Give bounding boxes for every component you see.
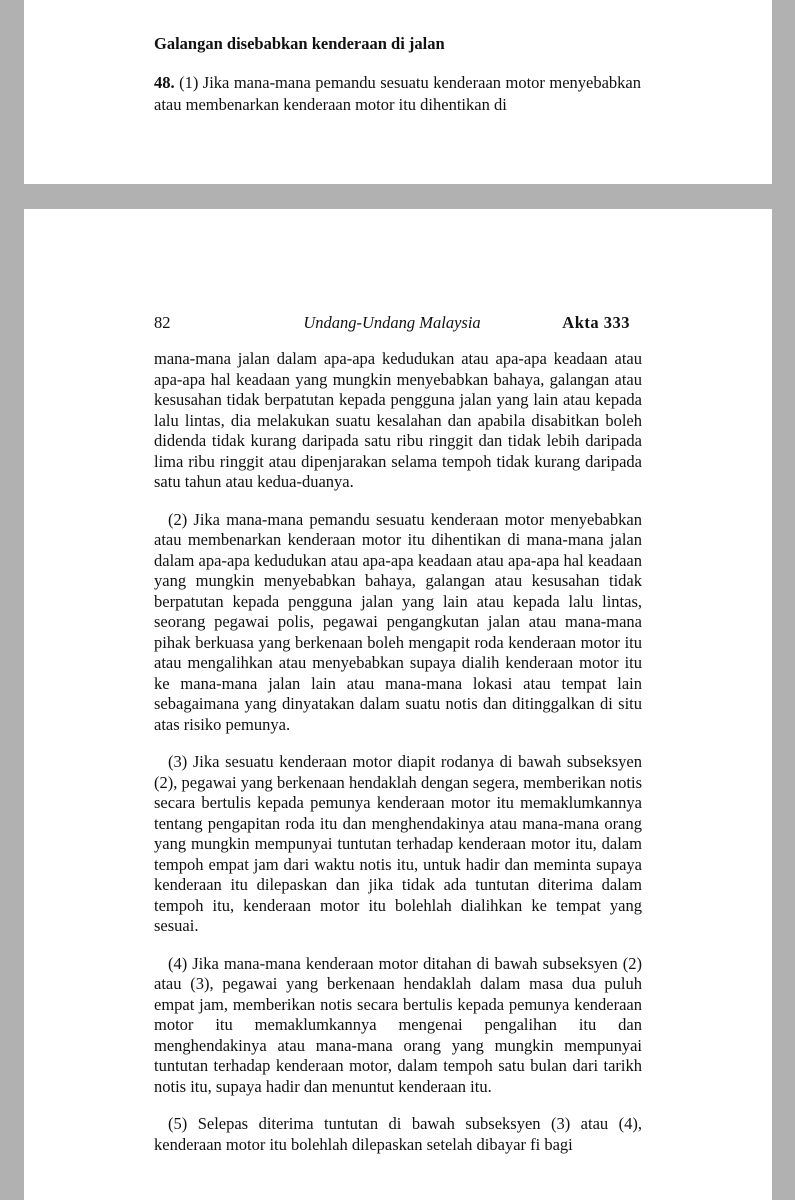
page-number: 82 [154, 313, 171, 332]
section-heading: Galangan disebabkan kenderaan di jalan [154, 34, 445, 53]
act-label: Akta 333 [562, 313, 630, 332]
bottom-page [24, 209, 772, 1200]
running-title: Undang-Undang Malaysia [303, 313, 481, 332]
section-text: (1) Jika mana-mana pemandu sesuatu kenderaan motor menyebabkan atau membenarkan kenderaan motor itu dihentikan di [154, 73, 641, 114]
section-number: 48. [154, 73, 175, 92]
paragraph-continuation: mana-mana jalan dalam apa-apa kedudukan atau apa-apa keadaan atau apa-apa hal keadaan yang mungkin menyebabkan bahaya, galangan atau kesusahan tidak berpatutan kepada pengguna jalan yang lain atau kepada lalu lintas, dia melakukan suatu kesalahan dan apabila disabitkan boleh didenda tidak kurang daripada satu ribu ringgit dan tidak lebih daripada lima ribu ringgit atau dipenjarakan selama tempoh tidak kurang daripada satu tahun atau kedua-duanya. [154, 349, 642, 491]
top-page [24, 0, 772, 184]
body-text [154, 349, 642, 1155]
paragraph-subsection-2: (2) Jika mana-mana pemandu sesuatu kenderaan motor menyebabkan atau membenarkan kenderaan motor itu dihentikan di mana-mana jalan dalam apa-apa kedudukan atau apa-apa keadaan atau apa-apa hal keadaan yang mungkin menyebabkan bahaya, galangan atau kesusahan tidak berpatutan kepada pengguna jalan yang lain atau kepada lalu lintas, seorang pegawai polis, pegawai pengangkutan jalan atau mana-mana pihak berkuasa yang berkenaan boleh mengapit roda kenderaan motor itu atau mengalihkan atau menyebabkan supaya dialih kenderaan motor itu ke mana-mana jalan lain atau mana-mana lokasi atau tempat lain sebagaimana yang dinyatakan dalam suatu notis dan ditinggalkan di situ atas risiko pemunya. [154, 509, 642, 734]
section-48-paragraph [154, 72, 641, 116]
paragraph-subsection-5: (5) Selepas diterima tuntutan di bawah subseksyen (3) atau (4), kenderaan motor itu bolehlah dilepaskan setelah dibayar fi bagi [154, 1114, 642, 1154]
paragraph-subsection-3: (3) Jika sesuatu kenderaan motor diapit rodanya di bawah subseksyen (2), pegawai yang berkenaan hendaklah dengan segera, memberikan notis secara bertulis kepada pemunya kenderaan motor itu memaklumkannya tentang pengapitan roda itu dan menghendakinya atau mana-mana orang yang mungkin mempunyai tuntutan terhadap kenderaan motor itu, dalam tempoh empat jam dari waktu notis itu, untuk hadir dan meminta supaya kenderaan itu dilepaskan dan jika tidak ada tuntutan diterima dalam tempoh itu, kenderaan motor itu bolehlah dialihkan ke tempat yang sesuai. [154, 752, 642, 935]
paragraph-subsection-4: (4) Jika mana-mana kenderaan motor ditahan di bawah subseksyen (2) atau (3), pegawai yang berkenaan hendaklah dalam masa dua puluh empat jam, memberikan notis secara bertulis kepada pemunya kenderaan motor itu memaklumkannya mengenai pengalihan itu dan menghendakinya atau mana-mana orang yang mungkin mempunyai tuntutan terhadap kenderaan motor, dalam tempoh satu bulan dari tarikh notis itu, supaya hadir dan menuntut kenderaan itu. [154, 953, 642, 1096]
running-header [154, 313, 630, 335]
